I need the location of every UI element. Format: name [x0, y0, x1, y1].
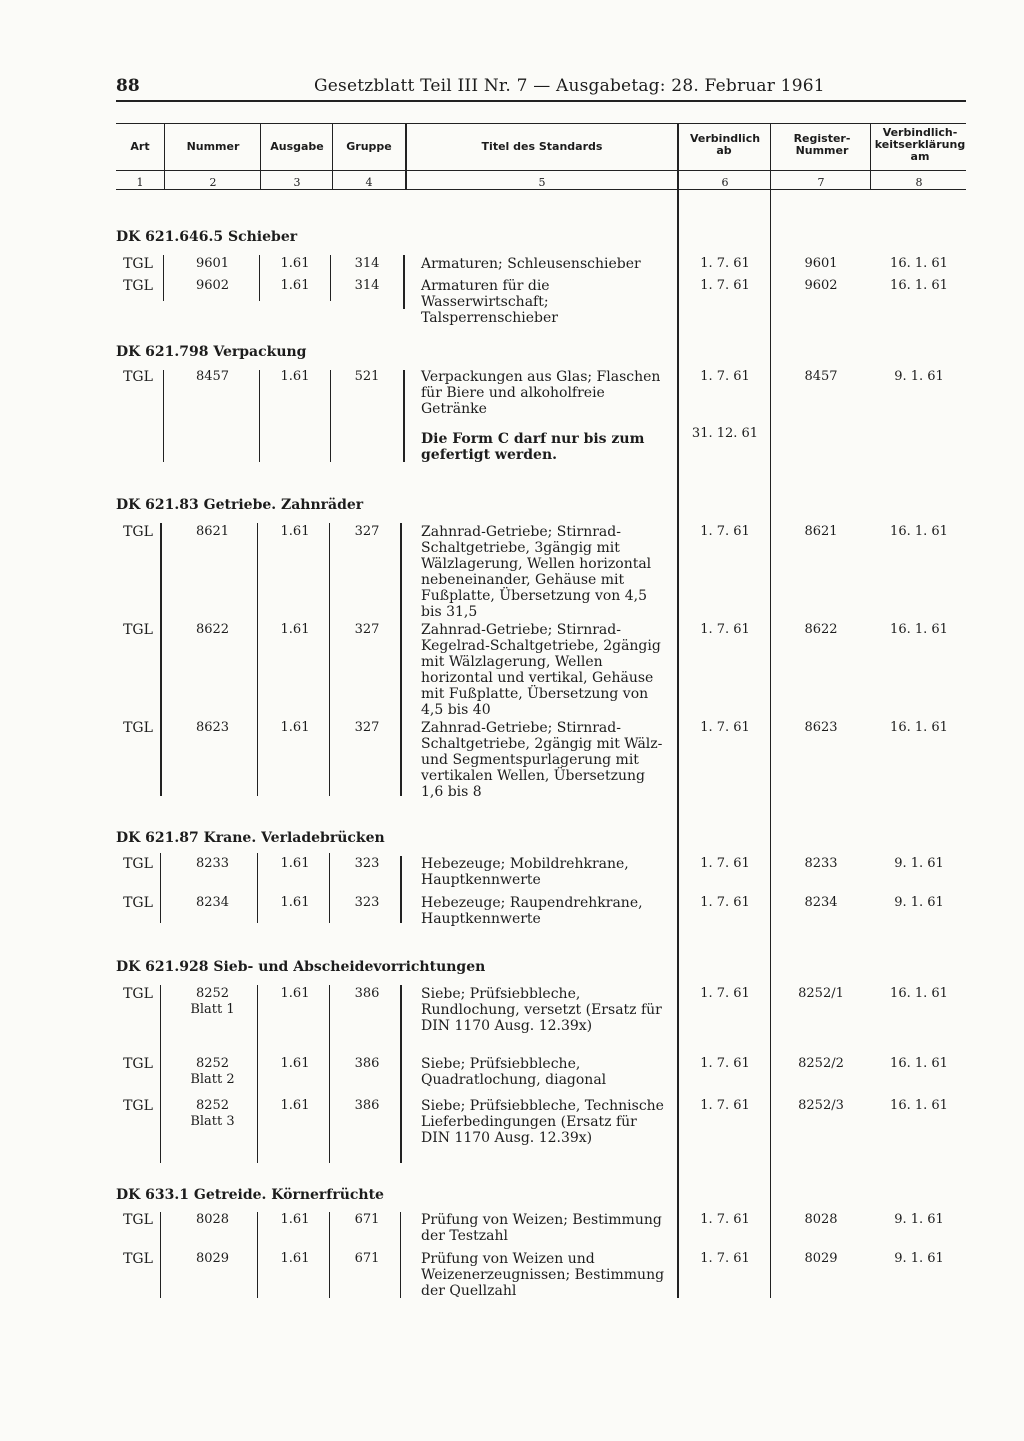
section-heading: DK 633.1 Getreide. Körnerfrüchte	[116, 1187, 384, 1203]
cell-art: TGL	[123, 622, 153, 638]
cell-register: 8252/3	[798, 1098, 844, 1113]
cell-register: 8234	[804, 895, 838, 910]
cell-erklaerung: 16. 1. 61	[890, 1056, 948, 1071]
cell-art: TGL	[123, 524, 153, 540]
cell-register: 8233	[804, 856, 838, 871]
section-heading: DK 621.928 Sieb- und Abscheidevorrichtungen	[116, 959, 486, 975]
cell-art: TGL	[123, 895, 153, 911]
cell-erklaerung: 16. 1. 61	[890, 256, 948, 271]
cell-register: 8623	[804, 720, 838, 735]
nummer-value: 8252	[195, 1056, 230, 1071]
cell-verbindlich: 1. 7. 61	[700, 369, 750, 384]
cell-titel: Armaturen; Schleusenschieber	[421, 256, 641, 272]
header-rule	[116, 100, 966, 102]
nummer-value: 8252	[195, 986, 230, 1001]
cell-ausgabe: 1.61	[280, 1098, 310, 1113]
cell-nummer: 8623	[195, 720, 230, 735]
cell-verbindlich: 1. 7. 61	[700, 856, 750, 871]
cell-erklaerung: 16. 1. 61	[890, 1098, 948, 1113]
row-divider	[403, 255, 405, 309]
cell-erklaerung: 9. 1. 61	[894, 369, 944, 384]
cell-gruppe: 386	[354, 1056, 380, 1071]
cell-art: TGL	[123, 856, 153, 872]
colnum-bottom-rule	[116, 189, 966, 190]
row-divider	[163, 255, 164, 301]
cell-nummer: 8622	[195, 622, 230, 637]
cell-titel	[421, 369, 666, 463]
cell-ausgabe: 1.61	[280, 278, 310, 293]
nummer-value: 8252	[195, 1098, 230, 1113]
cell-register: 8028	[804, 1212, 838, 1227]
col-number: 1	[136, 176, 144, 189]
col-number: 8	[915, 176, 923, 189]
col-number: 6	[721, 176, 729, 189]
cell-erklaerung: 9. 1. 61	[894, 1251, 944, 1266]
col-header-ausgabe: Ausgabe	[270, 140, 324, 153]
cell-register: 8252/1	[798, 986, 844, 1001]
cell-gruppe: 323	[354, 895, 380, 910]
cell-ausgabe: 1.61	[280, 1251, 310, 1266]
page-number: 88	[116, 76, 140, 96]
cell-ausgabe: 1.61	[280, 1056, 310, 1071]
row-divider	[330, 370, 331, 462]
cell-gruppe: 386	[354, 1098, 380, 1113]
section-heading: DK 621.798 Verpackung	[116, 344, 307, 360]
cell-gruppe: 327	[354, 524, 380, 539]
cell-verbindlich: 1. 7. 61	[700, 720, 750, 735]
cell-ausgabe: 1.61	[280, 369, 310, 384]
row-divider	[330, 255, 331, 301]
col-header-titel: Titel des Standards	[481, 140, 603, 153]
restriction-note: Die Form C darf nur bis zum gefertigt werden.	[421, 431, 645, 463]
cell-titel: Armaturen für die Wasserwirtschaft; Talsperrenschieber	[421, 278, 558, 326]
cell-erklaerung: 16. 1. 61	[890, 524, 948, 539]
cell-art: TGL	[123, 1212, 153, 1228]
col-divider	[164, 123, 165, 189]
cell-verbindlich: 1. 7. 61	[700, 622, 750, 637]
cell-gruppe: 327	[354, 622, 380, 637]
cell-titel: Hebezeuge; Mobildrehkrane, Hauptkennwerte	[421, 856, 629, 888]
table-top-rule	[116, 123, 966, 124]
row-divider	[400, 856, 402, 923]
col-divider	[405, 123, 407, 189]
cell-erklaerung: 9. 1. 61	[894, 895, 944, 910]
cell-verbindlich: 1. 7. 61	[700, 1056, 750, 1071]
cell-gruppe: 327	[354, 720, 380, 735]
cell-nummer: 8028	[195, 1212, 230, 1227]
cell-art: TGL	[123, 369, 153, 385]
title-text: Verpackungen aus Glas; Flaschen für Biere und alkoholfreie Getränke	[421, 369, 661, 417]
cell-verbindlich: 1. 7. 61	[700, 524, 750, 539]
cell-verbindlich: 1. 7. 61	[700, 256, 750, 271]
cell-gruppe: 671	[354, 1251, 380, 1266]
page-title: Gesetzblatt Teil III Nr. 7 — Ausgabetag: 28. Februar 1961	[314, 76, 825, 96]
cell-verbindlich: 1. 7. 61	[700, 1098, 750, 1113]
row-divider	[160, 853, 161, 923]
row-divider	[329, 853, 330, 923]
col-number: 2	[209, 176, 217, 189]
cell-ausgabe: 1.61	[280, 622, 310, 637]
section-heading: DK 621.83 Getriebe. Zahnräder	[116, 497, 364, 513]
cell-titel: Prüfung von Weizen; Bestimmung der Testzahl	[421, 1212, 662, 1244]
cell-register: 8621	[804, 524, 838, 539]
col-header-register: Register-Nummer	[793, 132, 851, 157]
cell-art: TGL	[123, 720, 153, 736]
cell-ausgabe: 1.61	[280, 895, 310, 910]
cell-nummer: 8234	[195, 895, 230, 910]
cell-titel: Siebe; Prüfsiebbleche, Technische Lieferbedingungen (Ersatz für DIN 1170 Ausg. 12.39x)	[421, 1098, 664, 1146]
cell-art: TGL	[123, 986, 153, 1002]
cell-titel: Zahnrad-Getriebe; Stirnrad-Kegelrad-Schaltgetriebe, 2gängig mit Wälzlagerung, Wellen horizontal und vertikal, Gehäuse mit Fußplatte, Übersetzung von 4,5 bis 40	[421, 622, 661, 718]
cell-register: 8029	[804, 1251, 838, 1266]
cell-nummer	[165, 1098, 260, 1130]
cell-gruppe: 671	[354, 1212, 380, 1227]
row-divider	[160, 523, 162, 796]
row-divider	[160, 1212, 161, 1298]
page-header	[116, 76, 966, 102]
col-divider	[870, 123, 871, 189]
cell-nummer: 8233	[195, 856, 230, 871]
cell-titel: Zahnrad-Getriebe; Stirnrad-Schaltgetriebe, 2gängig mit Wälz- und Segmentspurlagerung mit vertikalen Wellen, Übersetzung 1,6 bis 8	[421, 720, 663, 800]
col-number: 4	[365, 176, 373, 189]
cell-verbindlich: 1. 7. 61	[700, 986, 750, 1001]
cell-gruppe: 314	[354, 278, 380, 293]
cell-titel: Siebe; Prüfsiebbleche, Rundlochung, versetzt (Ersatz für DIN 1170 Ausg. 12.39x)	[421, 986, 662, 1034]
section-heading: DK 621.646.5 Schieber	[116, 229, 298, 245]
cell-gruppe: 314	[354, 256, 380, 271]
col-divider-long	[677, 123, 679, 1298]
cell-gruppe: 386	[354, 986, 380, 1001]
cell-erklaerung: 9. 1. 61	[894, 1212, 944, 1227]
cell-art: TGL	[123, 1251, 153, 1267]
cell-ausgabe: 1.61	[280, 1212, 310, 1227]
row-divider	[160, 985, 161, 1163]
cell-art: TGL	[123, 278, 153, 294]
row-divider	[163, 370, 164, 462]
col-header-gruppe: Gruppe	[346, 140, 392, 153]
cell-art: TGL	[123, 256, 153, 272]
row-divider	[400, 985, 402, 1163]
col-divider	[770, 123, 771, 189]
cell-erklaerung: 9. 1. 61	[894, 856, 944, 871]
cell-nummer: 8029	[195, 1251, 230, 1266]
cell-ausgabe: 1.61	[280, 986, 310, 1001]
cell-verbindlich: 1. 7. 61	[700, 1212, 750, 1227]
row-divider	[329, 985, 330, 1163]
cell-nummer: 9602	[195, 278, 230, 293]
cell-ausgabe: 1.61	[280, 524, 310, 539]
col-header-nummer: Nummer	[186, 140, 240, 153]
header-bottom-rule	[116, 170, 966, 171]
cell-gruppe: 323	[354, 856, 380, 871]
cell-register: 9601	[804, 256, 838, 271]
col-divider	[332, 123, 333, 189]
col-header-art: Art	[130, 140, 150, 153]
col-divider	[260, 123, 261, 189]
cell-verbindlich: 1. 7. 61	[700, 278, 750, 293]
cell-ausgabe: 1.61	[280, 720, 310, 735]
cell-nummer: 8457	[195, 369, 230, 384]
cell-art: TGL	[123, 1056, 153, 1072]
cell-ausgabe: 1.61	[280, 256, 310, 271]
row-divider	[403, 370, 405, 462]
cell-ausgabe: 1.61	[280, 856, 310, 871]
cell-titel: Prüfung von Weizen und Weizenerzeugnissen; Bestimmung der Quellzahl	[421, 1251, 665, 1299]
row-divider	[257, 523, 258, 796]
col-number: 7	[817, 176, 825, 189]
col-header-verbindlich: Verbindlich ab	[690, 132, 761, 157]
row-divider	[329, 1212, 330, 1298]
cell-verbindlich: 1. 7. 61	[700, 1251, 750, 1266]
cell-titel: Siebe; Prüfsiebbleche, Quadratlochung, diagonal	[421, 1056, 607, 1088]
section-heading: DK 621.87 Krane. Verladebrücken	[116, 830, 385, 846]
cell-art: TGL	[123, 1098, 153, 1114]
cell-erklaerung: 16. 1. 61	[890, 278, 948, 293]
cell-titel: Hebezeuge; Raupendrehkrane, Hauptkennwerte	[421, 895, 643, 927]
col-divider-long	[770, 189, 771, 1298]
cell-register: 9602	[804, 278, 838, 293]
blatt-label: Blatt 2	[190, 1072, 235, 1087]
cell-note-date: 31. 12. 61	[691, 426, 759, 441]
blatt-label: Blatt 3	[190, 1114, 235, 1129]
cell-nummer: 9601	[195, 256, 230, 271]
col-number: 3	[293, 176, 301, 189]
blatt-label: Blatt 1	[190, 1002, 235, 1017]
cell-nummer	[165, 1056, 260, 1088]
cell-erklaerung: 16. 1. 61	[890, 622, 948, 637]
col-header-erklaerung: Verbindlich-keitserklärung am	[874, 126, 966, 163]
cell-erklaerung: 16. 1. 61	[890, 720, 948, 735]
cell-nummer	[165, 986, 260, 1018]
row-divider	[400, 1212, 401, 1298]
cell-titel: Zahnrad-Getriebe; Stirnrad-Schaltgetriebe, 3gängig mit Wälzlagerung, Wellen horizontal nebeneinander, Gehäuse mit Fußplatte, Übersetzung von 4,5 bis 31,5	[421, 524, 652, 620]
cell-gruppe: 521	[354, 369, 380, 384]
row-divider	[329, 523, 330, 796]
cell-nummer: 8621	[195, 524, 230, 539]
cell-register: 8457	[804, 369, 838, 384]
col-number: 5	[538, 176, 546, 189]
cell-register: 8622	[804, 622, 838, 637]
cell-erklaerung: 16. 1. 61	[890, 986, 948, 1001]
row-divider	[400, 523, 402, 796]
cell-verbindlich: 1. 7. 61	[700, 895, 750, 910]
cell-register: 8252/2	[798, 1056, 844, 1071]
